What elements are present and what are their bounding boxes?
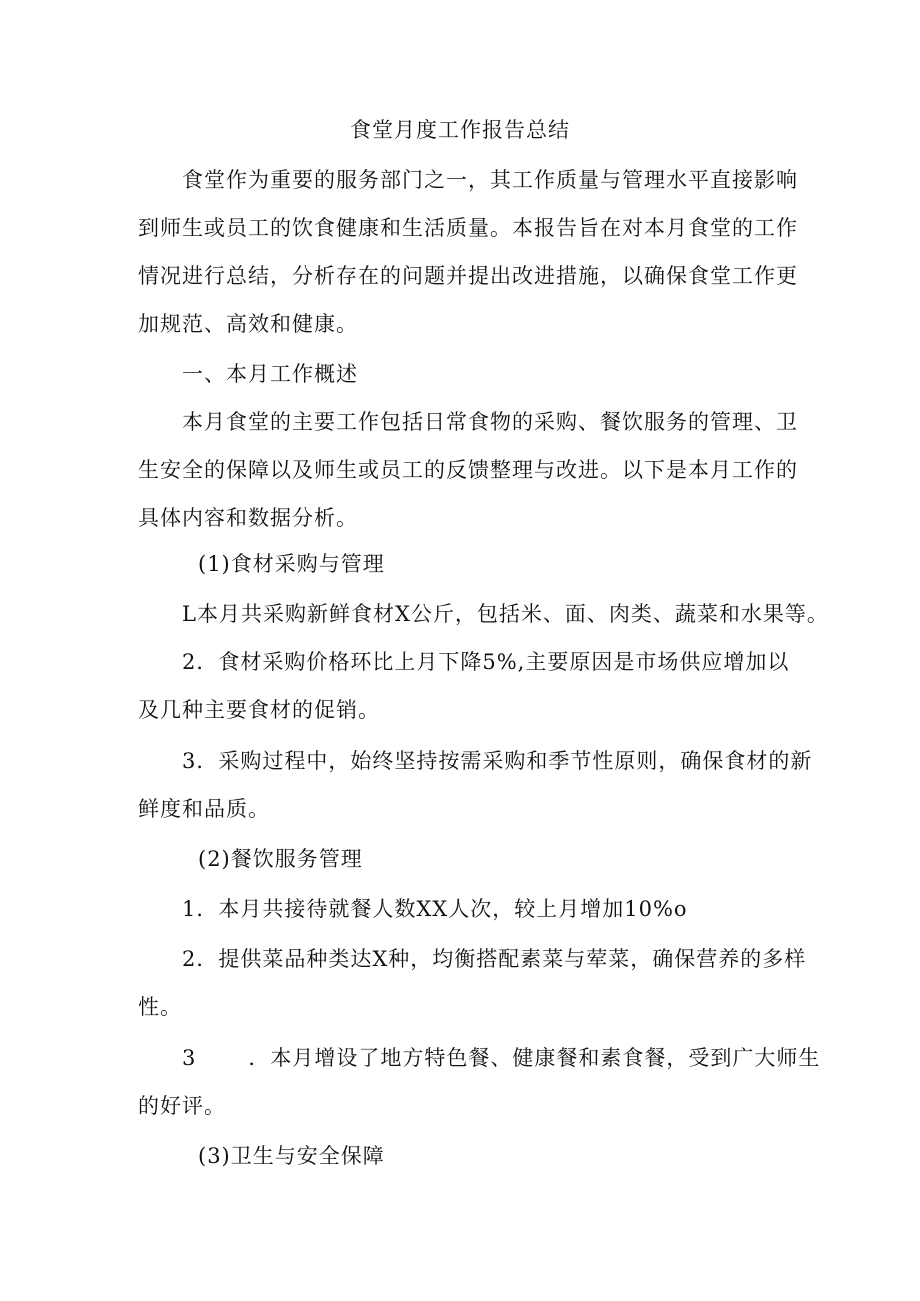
- list-item: 1．本月共接待就餐人数XX人次，较上月增加10%o: [182, 897, 688, 921]
- list-item: 2．提供菜品种类达X种，均衡搭配素菜与荤菜，确保营养的多样: [182, 947, 807, 971]
- subsection-heading-procurement: [138, 540, 798, 588]
- service-list: [138, 1034, 821, 1130]
- overview-line: 生安全的保障以及师生或员工的反馈整理与改进。以下是本月工作的: [138, 458, 798, 482]
- section-heading: 一、本月工作概述: [182, 362, 358, 386]
- procurement-list: [138, 737, 813, 833]
- intro-line: 食堂作为重要的服务部门之一，其工作质量与管理水平直接影响: [182, 168, 798, 192]
- service-list: [138, 935, 807, 1031]
- list-item-cont: 鲜度和品质。: [138, 797, 270, 821]
- overview-line: 本月食堂的主要工作包括日常食物的采购、餐饮服务的管理、卫: [182, 410, 798, 434]
- procurement-list: [138, 590, 829, 638]
- intro-line: 加规范、高效和健康。: [138, 312, 358, 336]
- overview-line: 具体内容和数据分析。: [138, 506, 358, 530]
- section-heading-overview: [138, 350, 798, 398]
- subsection-heading: (3)卫生与安全保障: [198, 1144, 385, 1168]
- subsection-heading-service: [138, 835, 798, 883]
- subsection-heading: (2)餐饮服务管理: [198, 847, 363, 871]
- list-item-cont: 性。: [138, 995, 182, 1019]
- list-item: L本月共采购新鲜食材X公斤，包括米、面、肉类、蔬菜和水果等。: [182, 602, 829, 626]
- intro-line: 到师生或员工的饮食健康和生活质量。本报告旨在对本月食堂的工作: [138, 216, 798, 240]
- list-item-cont: 及几种主要食材的促销。: [138, 698, 380, 722]
- list-item: 2．食材采购价格环比上月下降5%,主要原因是市场供应增加以: [182, 650, 790, 674]
- list-item-text: ．本月增设了地方特色餐、健康餐和素食餐，受到广大师生: [248, 1046, 821, 1070]
- procurement-list: [138, 638, 798, 734]
- intro-paragraph: [138, 156, 798, 348]
- list-item: 3．采购过程中，始终坚持按需采购和季节性原则，确保食材的新: [182, 749, 813, 773]
- intro-line: 情况进行总结，分析存在的问题并提出改进措施，以确保食堂工作更: [138, 264, 798, 288]
- list-item-number: 3: [182, 1046, 197, 1070]
- list-item: [138, 1034, 821, 1082]
- subsection-heading-safety: [138, 1132, 798, 1180]
- list-item-cont: 的好评。: [138, 1094, 226, 1118]
- service-list: [138, 885, 798, 933]
- overview-paragraph: [138, 398, 798, 542]
- subsection-heading: (1)食材采购与管理: [198, 552, 385, 576]
- document-title: 食堂月度工作报告总结: [350, 118, 570, 142]
